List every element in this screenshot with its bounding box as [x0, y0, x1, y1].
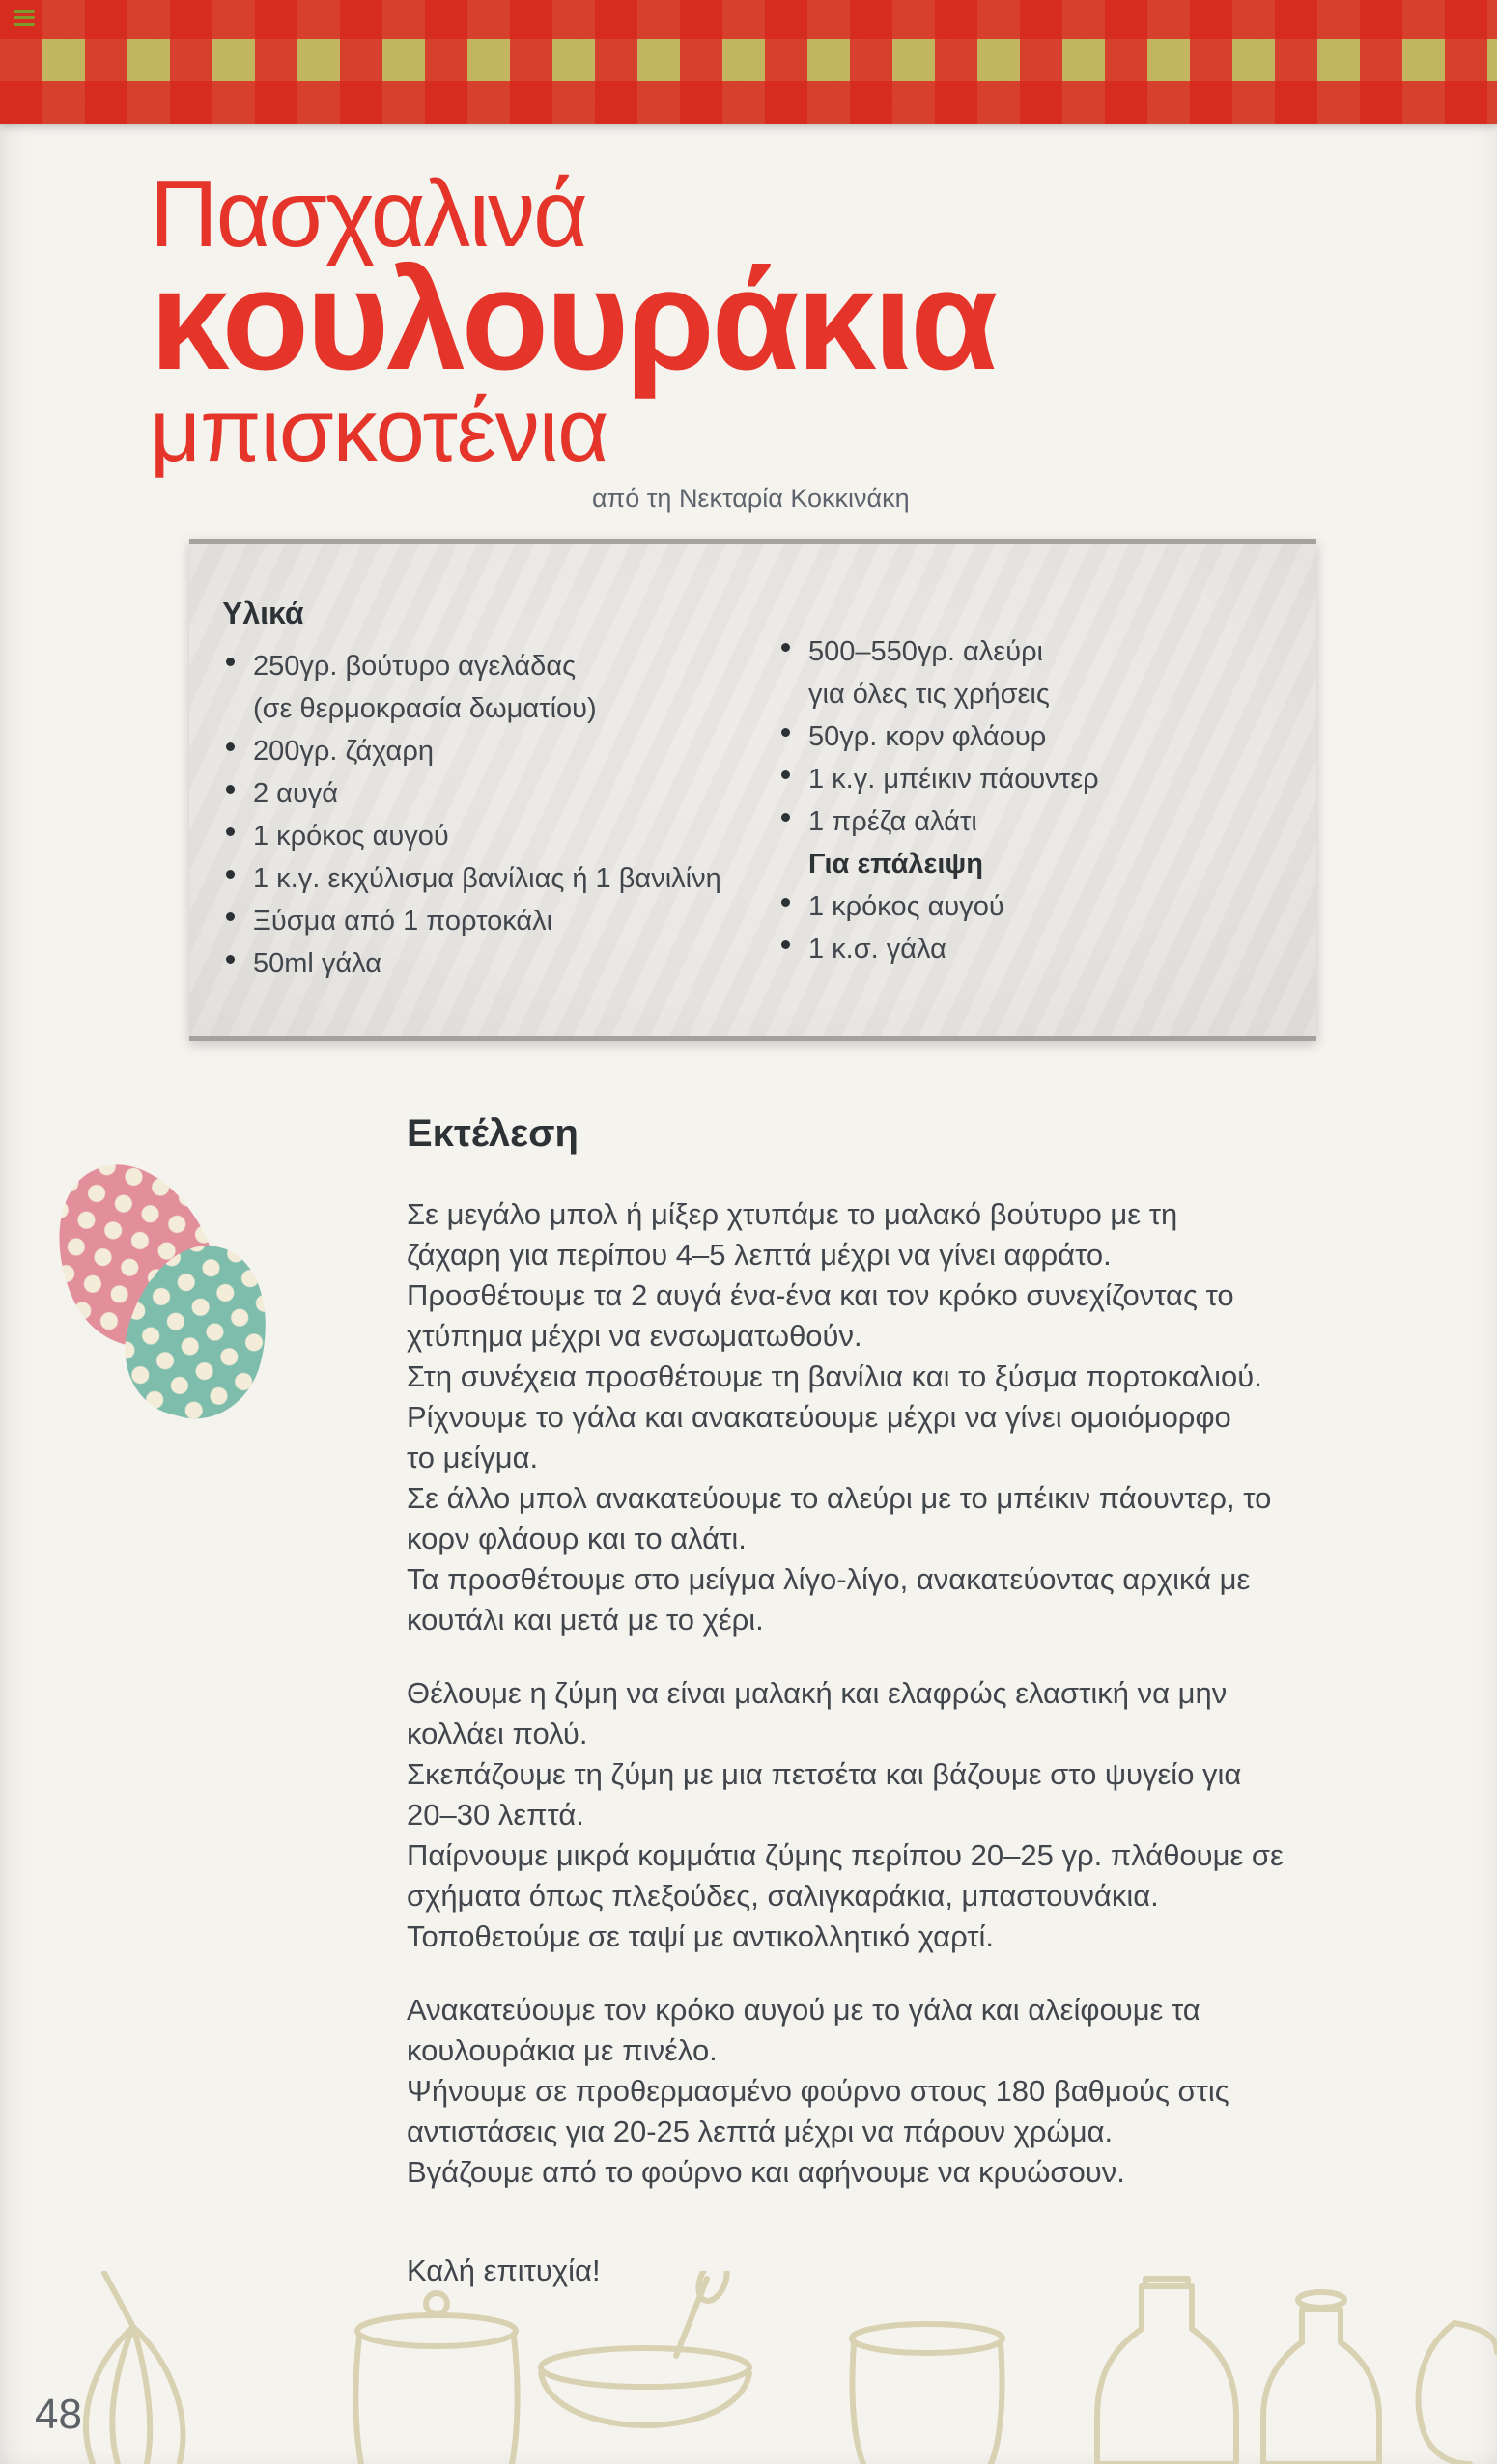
page-number: 48: [35, 2391, 82, 2438]
author-byline: από τη Νεκταρία Κοκκινάκη: [592, 484, 910, 513]
text-line: Παίρνουμε μικρά κομμάτια ζύμης περίπου 20–25 γρ. πλάθουμε σε: [407, 1838, 1284, 1872]
jug-icon: [1419, 2323, 1497, 2464]
text-line: Ρίχνουμε το γάλα και ανακατεύουμε μέχρι να γίνει ομοιόμορφο: [407, 1400, 1231, 1434]
menu-bar: [14, 23, 35, 26]
ingredient-text: 500–550γρ. αλεύρι: [808, 636, 1044, 667]
ingredients-list-right-bottom: [776, 885, 1287, 970]
ingredient-text: 50ml γάλα: [253, 948, 382, 979]
ingredient-item: [776, 630, 1287, 715]
closing-message: Καλή επιτυχία!: [407, 2254, 601, 2287]
page-title: [150, 160, 996, 480]
text-line: Σε μεγάλο μπολ ή μίξερ χτυπάμε το μαλακό βούτυρο με τη: [407, 1197, 1178, 1231]
ingredient-text: 50γρ. κορν φλάουρ: [808, 721, 1047, 752]
ingredient-text: 1 κ.γ. μπέικιν πάουντερ: [808, 764, 1099, 795]
vinegar-bottle-icon: [1263, 2292, 1379, 2464]
ingredient-item: [220, 730, 776, 772]
oil-bottle-icon: [1097, 2279, 1236, 2464]
ingredient-item: [776, 758, 1287, 800]
text-line: κολλάει πολύ.: [407, 1717, 588, 1750]
ingredients-column-left: [220, 596, 776, 985]
text-line: κορν φλάουρ και το αλάτι.: [407, 1522, 747, 1555]
ingredients-list-right-top: [776, 630, 1287, 843]
ingredient-item: [776, 715, 1287, 758]
glaze-heading: Για επάλειψη: [808, 849, 983, 880]
easter-eggs-illustration: [60, 1162, 369, 1451]
mug-icon: [852, 2324, 1003, 2464]
ingredient-text: 1 πρέζα αλάτι: [808, 806, 977, 837]
text-line: Προσθέτουμε τα 2 αυγά ένα-ένα και τον κρόκο συνεχίζοντας το: [407, 1278, 1234, 1312]
menu-icon[interactable]: [14, 10, 37, 29]
title-line-3: μπισκοτένια: [150, 381, 608, 480]
ingredients-heading: Υλικά: [222, 596, 304, 630]
ingredient-item: [776, 885, 1287, 928]
text-line: το μείγμα.: [407, 1441, 539, 1474]
ingredient-item: [776, 800, 1287, 843]
execution-paragraph-3: [407, 1990, 1363, 2193]
text-line: 20–30 λεπτά.: [407, 1798, 584, 1832]
text-line: ζάχαρη για περίπου 4–5 λεπτά μέχρι να γίνει αφράτο.: [407, 1238, 1112, 1272]
ingredient-note: για όλες τις χρήσεις: [808, 679, 1050, 710]
text-line: Τοποθετούμε σε ταψί με αντικολλητικό χαρτί.: [407, 1919, 995, 1953]
ingredients-columns: [220, 596, 1287, 985]
text-line: Ψήνουμε σε προθερμασμένο φούρνο στους 180 βαθμούς στις: [407, 2074, 1229, 2108]
ingredient-text: 250γρ. βούτυρο αγελάδας: [253, 651, 577, 682]
ingredient-text: 2 αυγά: [253, 778, 339, 809]
text-line: χτύπημα μέχρι να ενσωματωθούν.: [407, 1319, 862, 1353]
ingredient-text: 1 κ.γ. εκχύλισμα βανίλιας ή 1 βανιλίνη: [253, 863, 721, 894]
execution-heading: Εκτέλεση: [407, 1112, 579, 1155]
text-line: Ανακατεύουμε τον κρόκο αυγού με το γάλα και αλείφουμε τα: [407, 1993, 1200, 2027]
text-line: Σε άλλο μπολ ανακατεύουμε το αλεύρι με το μπέικιν πάουντερ, το: [407, 1481, 1272, 1515]
ingredients-column-right: [776, 596, 1287, 985]
text-line: κουλουράκια με πινέλο.: [407, 2033, 718, 2067]
text-line: Θέλουμε η ζύμη να είναι μαλακή και ελαφρώς ελαστική να μην: [407, 1676, 1228, 1710]
text-line: κουτάλι και μετά με το χέρι.: [407, 1603, 764, 1637]
execution-paragraph-2: [407, 1673, 1363, 1957]
gingham-banner: [0, 0, 1497, 124]
ingredient-text: 1 κρόκος αυγού: [808, 891, 1004, 922]
title-line-2: κουλουράκια: [150, 240, 996, 400]
ingredient-text: 200γρ. ζάχαρη: [253, 736, 434, 767]
ingredient-item: [220, 815, 776, 857]
text-line: αντιστάσεις για 20-25 λεπτά μέχρι να πάρουν χρώμα.: [407, 2114, 1114, 2148]
whisk-icon: [86, 2273, 183, 2464]
ingredient-text: 1 κ.σ. γάλα: [808, 934, 946, 965]
text-line: Τα προσθέτουμε στο μείγμα λίγο-λίγο, ανακατεύοντας αρχικά με: [407, 1562, 1251, 1596]
text-line: Βγάζουμε από το φούρνο και αφήνουμε να κρυώσουν.: [407, 2155, 1125, 2189]
bowl-icon: [541, 2271, 749, 2425]
menu-bar: [14, 16, 35, 19]
ingredient-item: [220, 772, 776, 815]
title-line-1: Πασχαλινά: [150, 160, 586, 266]
text-line: σχήματα όπως πλεξούδες, σαλιγκαράκια, μπαστουνάκια.: [407, 1879, 1159, 1913]
execution-section: [407, 1110, 1363, 2291]
ingredient-text: Ξύσμα από 1 πορτοκάλι: [253, 906, 553, 937]
text-line: Σκεπάζουμε τη ζύμη με μια πετσέτα και βάζουμε στο ψυγείο για: [407, 1757, 1242, 1791]
ingredient-item: [220, 942, 776, 985]
ingredient-item: [220, 857, 776, 900]
ingredients-card: [189, 539, 1316, 1041]
text-line: Στη συνέχεια προσθέτουμε τη βανίλια και το ξύσμα πορτοκαλιού.: [407, 1359, 1262, 1393]
ingredient-item: [220, 645, 776, 730]
kitchen-doodles-illustration: [0, 2271, 1497, 2464]
ingredient-item: [776, 928, 1287, 970]
execution-paragraph-1: [407, 1194, 1363, 1640]
ingredients-list-left: [220, 645, 776, 985]
jar-icon: [355, 2293, 517, 2464]
ingredient-note: (σε θερμοκρασία δωματίου): [253, 693, 597, 724]
ingredient-item: [220, 900, 776, 942]
menu-bar: [14, 10, 35, 13]
ingredient-text: 1 κρόκος αυγού: [253, 821, 449, 852]
